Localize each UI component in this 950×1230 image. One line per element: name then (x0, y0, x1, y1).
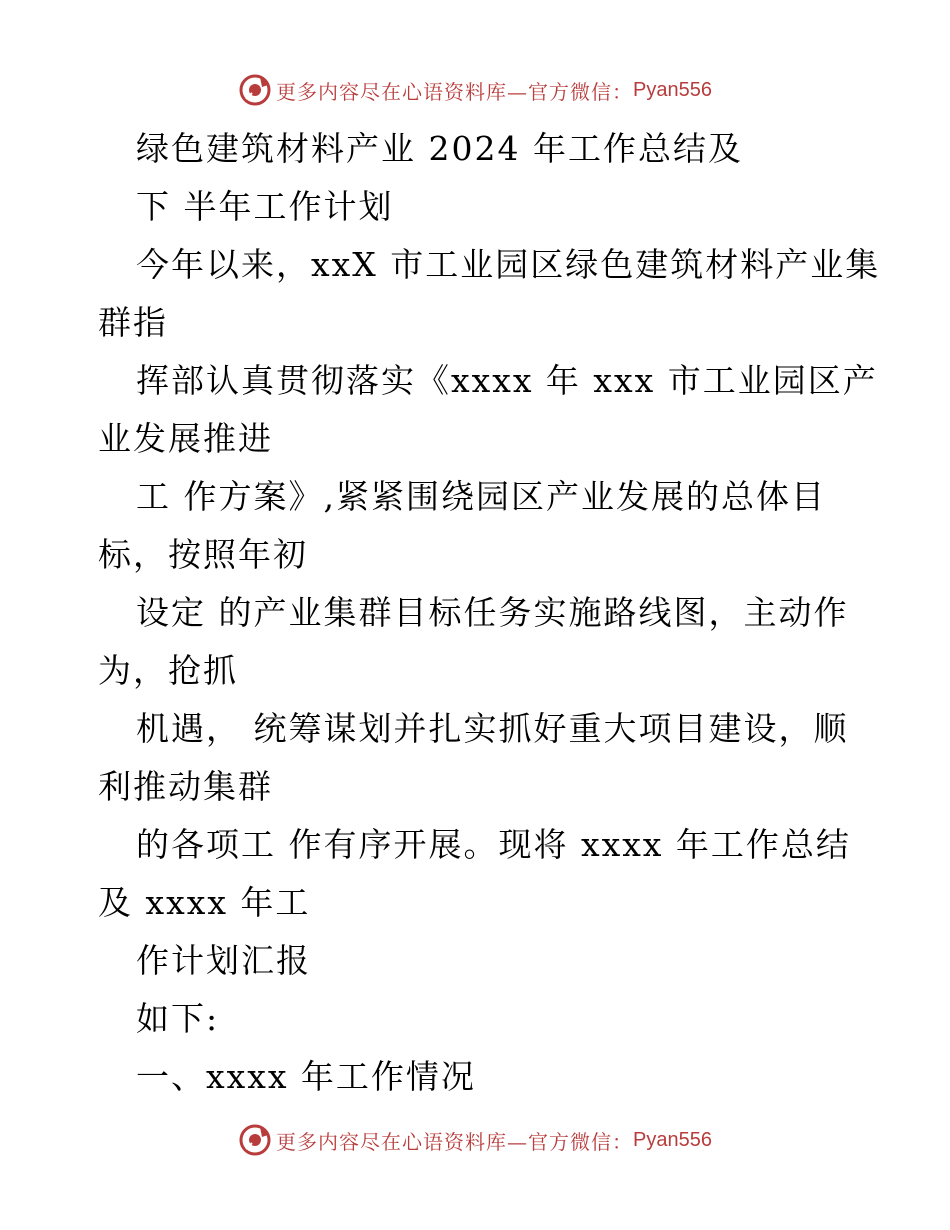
header-banner (0, 70, 950, 110)
footer-banner-text: 更多内容尽在心语资料库—官方微信： (276, 1129, 634, 1154)
doc-line: 为，抢抓 (98, 651, 238, 690)
header-banner-wechat-id: Pyan556 (633, 78, 712, 101)
doc-line: 利推动集群 (98, 767, 273, 806)
doc-line: 工 作方案》,紧紧围绕园区产业发展的总体目 (136, 477, 826, 516)
doc-line: 挥部认真贯彻落实《xxxx 年 xxx 市工业园区产 (136, 361, 878, 400)
footer-banner-wechat-id: Pyan556 (633, 1128, 712, 1151)
doc-line: 业发展推进 (98, 419, 273, 458)
header-banner-text: 更多内容尽在心语资料库—官方微信： (276, 79, 634, 104)
doc-title-line-2: 下 半年工作计划 (136, 187, 394, 226)
doc-line: 群指 (98, 303, 168, 342)
doc-line: 机遇， 统筹谋划并扎实抓好重大项目建设，顺 (136, 709, 849, 748)
section-heading: 一、xxxx 年工作情况 (136, 1057, 476, 1096)
brand-logo-icon (238, 73, 272, 107)
doc-line: 作计划汇报 (136, 941, 311, 980)
brand-logo-icon (238, 1123, 272, 1157)
doc-title-line-1: 绿色建筑材料产业 2024 年工作总结及 (136, 129, 743, 168)
doc-line: 今年以来，xxX 市工业园区绿色建筑材料产业集 (136, 245, 881, 284)
doc-line: 及 xxxx 年工 (98, 883, 311, 922)
doc-line: 的各项工 作有序开展。现将 xxxx 年工作总结 (136, 825, 851, 864)
footer-banner (0, 1120, 950, 1160)
doc-line: 标，按照年初 (98, 535, 308, 574)
doc-line: 如下: (136, 999, 220, 1038)
doc-line: 设定 的产业集群目标任务实施路线图，主动作 (136, 593, 849, 632)
document-body (98, 120, 881, 1106)
